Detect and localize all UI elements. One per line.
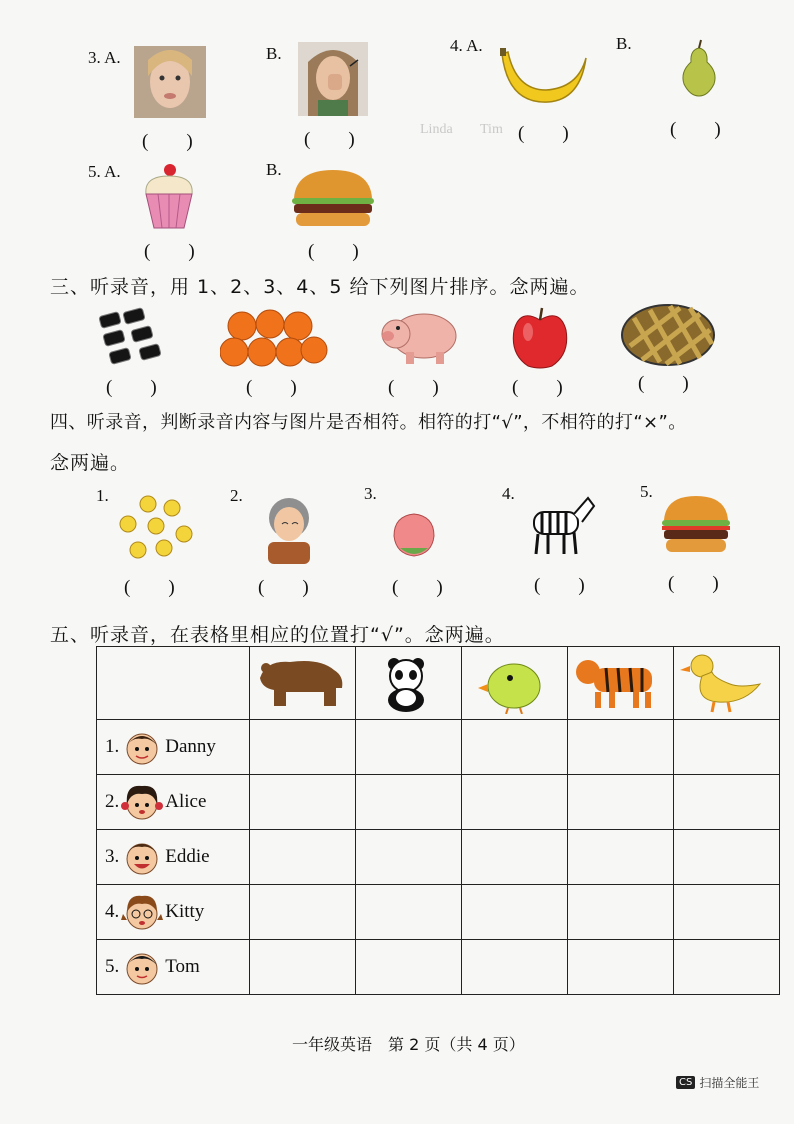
q3-option-b-label: B.	[266, 44, 282, 63]
answer-paren[interactable]: ( )	[144, 241, 195, 262]
pig-image	[380, 304, 460, 366]
row-label-cell: 3. Eddie	[97, 830, 250, 885]
answer-cell[interactable]	[567, 775, 673, 830]
table-corner-cell	[97, 647, 250, 720]
answer-paren[interactable]: ( )	[124, 577, 175, 598]
duck-header-cell	[673, 647, 779, 720]
s4-num-2: 2.	[230, 486, 243, 505]
cs-logo: CS	[676, 1076, 695, 1089]
answer-cell[interactable]	[567, 830, 673, 885]
answer-cell[interactable]	[249, 830, 355, 885]
banana-image	[498, 44, 590, 108]
scanner-watermark	[676, 1074, 759, 1091]
answer-cell[interactable]	[249, 720, 355, 775]
tiger-icon	[568, 648, 668, 714]
answer-paren[interactable]: ( )	[638, 373, 689, 394]
answer-cell[interactable]	[249, 775, 355, 830]
apple-image	[510, 306, 570, 370]
hamburger-image-2	[660, 494, 732, 556]
panda-icon	[356, 648, 456, 714]
row-label-cell: 5. Tom	[97, 940, 250, 995]
answer-paren[interactable]: ( )	[512, 377, 563, 398]
cupcake-image	[140, 160, 198, 232]
answer-paren[interactable]: ( )	[308, 241, 359, 262]
answer-cell[interactable]	[673, 830, 779, 885]
table-header-row	[97, 647, 780, 720]
table-row	[97, 775, 780, 830]
s4-num-3: 3.	[364, 484, 377, 503]
chick-header-cell	[461, 647, 567, 720]
answer-cell[interactable]	[249, 940, 355, 995]
row-label-cell: 1. Danny	[97, 720, 250, 775]
oranges-image	[220, 308, 328, 370]
boy-face-icon	[119, 727, 165, 767]
answer-cell[interactable]	[567, 940, 673, 995]
grandma-image	[258, 494, 320, 564]
answer-cell[interactable]	[355, 885, 461, 940]
section4-title-line1: 四、听录音，判断录音内容与图片是否相符。相符的打“√”，不相符的打“×”。	[50, 412, 687, 433]
answer-cell[interactable]	[461, 775, 567, 830]
girl-face-photo-a	[134, 46, 206, 118]
bear-header-cell	[249, 647, 355, 720]
duck-icon	[674, 648, 774, 714]
answer-cell[interactable]	[673, 940, 779, 995]
answer-paren[interactable]: ( )	[518, 123, 569, 144]
s4-num-4: 4.	[502, 484, 515, 503]
q5-option-b-label: B.	[266, 160, 282, 179]
answer-cell[interactable]	[567, 720, 673, 775]
tiger-header-cell	[567, 647, 673, 720]
ghost-text: Linda	[420, 122, 453, 137]
zebra-image	[524, 492, 596, 558]
q3-label: 3. A.	[88, 48, 121, 67]
black-blocks-image	[98, 306, 168, 372]
answer-paren[interactable]: ( )	[142, 131, 193, 152]
answer-paren[interactable]: ( )	[246, 377, 297, 398]
answer-table	[96, 646, 780, 995]
girl-glasses-face-icon	[119, 892, 165, 932]
girl-face-icon	[119, 782, 165, 822]
section3-title: 三、听录音，用 1、2、3、4、5 给下列图片排序。念两遍。	[50, 276, 590, 298]
answer-paren[interactable]: ( )	[534, 575, 585, 596]
answer-cell[interactable]	[673, 720, 779, 775]
table-row	[97, 885, 780, 940]
panda-header-cell	[355, 647, 461, 720]
section5-title: 五、听录音，在表格里相应的位置打“√”。念两遍。	[50, 624, 505, 646]
answer-cell[interactable]	[355, 720, 461, 775]
chicks-image	[114, 490, 194, 564]
ghost-text: Tim	[480, 122, 503, 137]
chick-icon	[462, 648, 562, 714]
answer-paren[interactable]: ( )	[392, 577, 443, 598]
answer-cell[interactable]	[355, 940, 461, 995]
answer-paren[interactable]: ( )	[388, 377, 439, 398]
table-row	[97, 720, 780, 775]
answer-cell[interactable]	[249, 885, 355, 940]
s4-num-1: 1.	[96, 486, 109, 505]
table-row	[97, 830, 780, 885]
peach-image	[390, 504, 438, 558]
answer-paren[interactable]: ( )	[668, 573, 719, 594]
s4-num-5: 5.	[640, 482, 653, 501]
row-label-cell: 4. Kitty	[97, 885, 250, 940]
answer-paren[interactable]: ( )	[106, 377, 157, 398]
pear-image	[676, 38, 722, 98]
pie-image	[620, 302, 716, 368]
scanner-app-name: 扫描全能王	[699, 1076, 760, 1090]
answer-paren[interactable]: ( )	[670, 119, 721, 140]
q4-label: 4. A.	[450, 36, 483, 55]
girl-nose-photo-b	[298, 42, 368, 116]
hamburger-image	[290, 168, 376, 230]
q5-label: 5. A.	[88, 162, 121, 181]
answer-cell[interactable]	[355, 830, 461, 885]
bear-icon	[250, 648, 350, 714]
answer-cell[interactable]	[673, 885, 779, 940]
boy-face-icon	[119, 947, 165, 987]
answer-cell[interactable]	[461, 885, 567, 940]
answer-cell[interactable]	[355, 775, 461, 830]
answer-cell[interactable]	[461, 830, 567, 885]
boy-face-icon	[119, 837, 165, 877]
section4-title-line2: 念两遍。	[50, 452, 131, 474]
answer-cell[interactable]	[567, 885, 673, 940]
answer-paren[interactable]: ( )	[304, 129, 355, 150]
table-row	[97, 940, 780, 995]
page-footer: 一年级英语 第 2 页（共 4 页）	[292, 1035, 525, 1054]
row-label-cell: 2. Alice	[97, 775, 250, 830]
answer-cell[interactable]	[673, 775, 779, 830]
answer-cell[interactable]	[461, 720, 567, 775]
answer-cell[interactable]	[461, 940, 567, 995]
q4-option-b-label: B.	[616, 34, 632, 53]
answer-paren[interactable]: ( )	[258, 577, 309, 598]
